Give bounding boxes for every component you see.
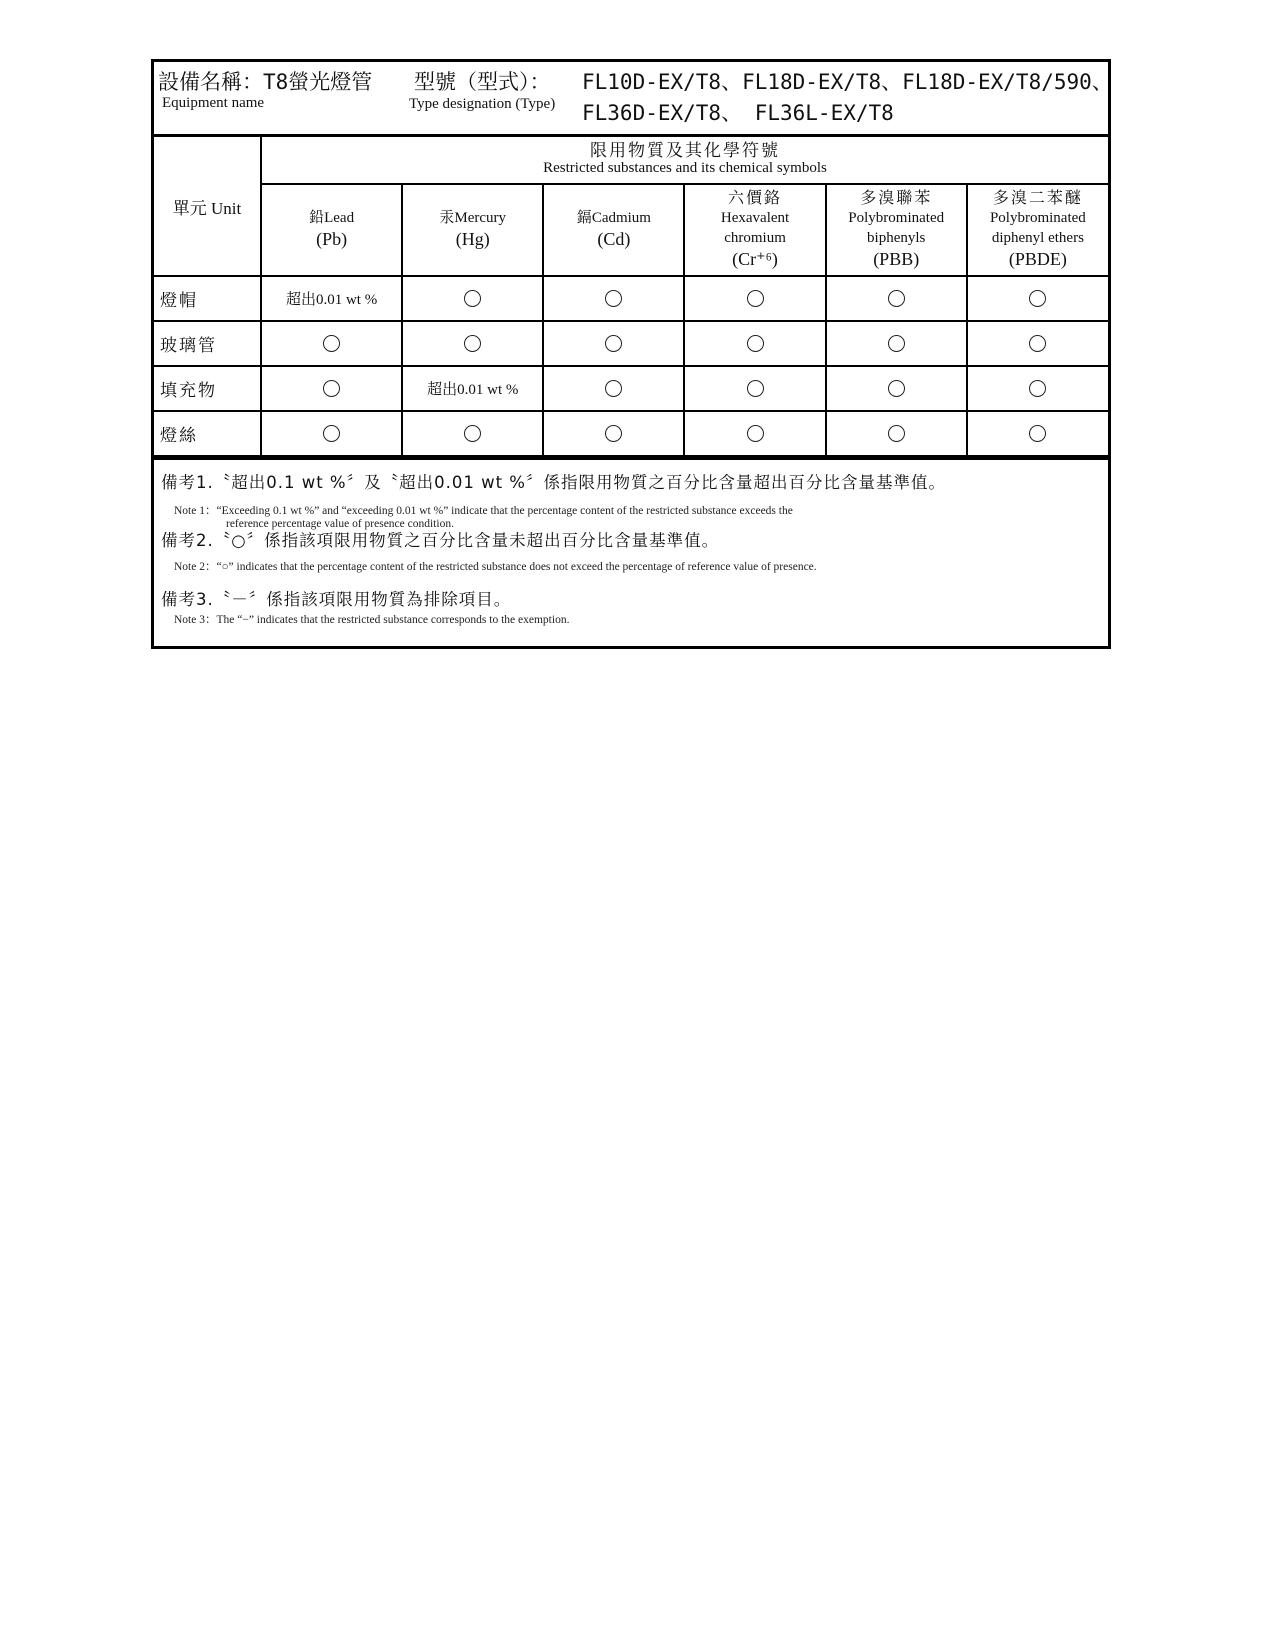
not-exceeded-cell <box>543 276 684 321</box>
exceeded-value: 超出0.01 wt % <box>427 382 519 398</box>
not-exceeded-cell <box>684 366 825 411</box>
hexavalent-chromium-zh: 六價鉻 <box>728 188 783 208</box>
type-designation-zh: 型號（型式）： <box>414 70 551 94</box>
circle-mark-icon <box>605 380 622 397</box>
circle-mark-icon <box>464 335 481 352</box>
lead-symbol: (Pb) <box>316 229 348 250</box>
hexavalent-chromium-symbol: (Cr⁺⁶) <box>732 249 778 270</box>
not-exceeded-cell <box>967 366 1108 411</box>
not-exceeded-cell <box>967 411 1108 456</box>
pbde-symbol: (PBDE) <box>1008 249 1067 270</box>
model-list-line2: FL36D-EX/T8、 FL36L-EX/T8 <box>582 101 894 125</box>
not-exceeded-cell <box>402 321 543 366</box>
table-row <box>154 276 1108 321</box>
table-row <box>154 366 1108 411</box>
circle-mark-icon <box>605 335 622 352</box>
column-header-mercury <box>402 184 543 276</box>
column-header-pbde <box>967 184 1108 276</box>
restricted-substances-table <box>154 137 1108 457</box>
restricted-substances-header <box>261 137 1108 184</box>
circle-mark-icon <box>464 290 481 307</box>
note1-en-line2: reference percentage value of presence condition. <box>226 518 454 530</box>
circle-mark-icon <box>888 290 905 307</box>
row-label: 燈帽 <box>154 276 261 321</box>
column-header-hexavalent-chromium <box>684 184 825 276</box>
equipment-name-zh: 設備名稱：T8螢光燈管 <box>158 70 373 94</box>
cadmium-symbol: (Cd) <box>597 229 631 250</box>
not-exceeded-cell <box>261 411 402 456</box>
note3-en: Note 3：The “−” indicates that the restricted substance corresponds to the exemption. <box>174 614 570 626</box>
exceeded-value: 超出0.01 wt % <box>285 292 378 308</box>
circle-mark-icon <box>605 425 622 442</box>
hexavalent-chromium-en-line2: chromium <box>724 229 786 246</box>
circle-mark-icon <box>323 425 340 442</box>
exceeded-cell <box>261 276 402 321</box>
circle-mark-icon <box>605 290 622 307</box>
circle-mark-icon <box>888 335 905 352</box>
table-body <box>154 276 1108 456</box>
not-exceeded-cell <box>543 366 684 411</box>
pbb-zh: 多溴聯苯 <box>860 188 933 208</box>
note1-zh: 備考1.〝超出0.1 wt %〞及〝超出0.01 wt %〞係指限用物質之百分比含量超出百分比含量基準值。 <box>161 473 946 492</box>
model-list-line1: FL10D-EX/T8、FL18D-EX/T8、FL18D-EX/T8/590、 <box>582 70 1113 94</box>
circle-mark-icon <box>888 380 905 397</box>
note2-en: Note 2：“○” indicates that the percentage content of the restricted substance does not exceed the percentage of reference value of presence. <box>174 561 817 573</box>
row-label: 燈絲 <box>154 411 261 456</box>
not-exceeded-cell <box>261 321 402 366</box>
type-designation-en: Type designation (Type) <box>409 96 556 112</box>
not-exceeded-cell <box>684 411 825 456</box>
cadmium-zh: 鎘 <box>576 209 592 226</box>
pbde-en-line1: Polybrominated <box>989 210 1086 227</box>
circle-mark-icon <box>1029 335 1046 352</box>
circle-mark-icon <box>888 425 905 442</box>
hexavalent-chromium-en-line1: Hexavalent <box>720 210 790 227</box>
declaration-header <box>154 62 1113 137</box>
not-exceeded-cell <box>967 321 1108 366</box>
circle-mark-icon <box>1029 425 1046 442</box>
circle-mark-icon <box>747 335 764 352</box>
column-header-cadmium <box>543 184 684 276</box>
not-exceeded-cell <box>402 276 543 321</box>
circle-mark-icon <box>747 380 764 397</box>
row-label: 玻璃管 <box>154 321 261 366</box>
note1-en-line1: Note 1：“Exceeding 0.1 wt %” and “exceeding 0.01 wt %” indicate that the percentage content of the restricted substance exceeds the <box>174 505 793 517</box>
restricted-substances-header-zh: 限用物質及其化學符號 <box>590 141 780 162</box>
circle-mark-icon <box>1029 290 1046 307</box>
rohs-declaration-sheet <box>151 59 1111 649</box>
note2-zh: 備考2.〝○〞係指該項限用物質之百分比含量未超出百分比含量基準值。 <box>161 531 720 550</box>
circle-mark-icon <box>464 425 481 442</box>
unit-column-header: 單元 Unit <box>154 137 261 276</box>
not-exceeded-cell <box>967 276 1108 321</box>
not-exceeded-cell <box>826 366 967 411</box>
table-row <box>154 321 1108 366</box>
lead-zh: 鉛 <box>309 209 325 226</box>
table-row <box>154 411 1108 456</box>
note3-zh: 備考3.〝－〞係指該項限用物質為排除項目。 <box>161 590 512 609</box>
not-exceeded-cell <box>543 411 684 456</box>
mercury-zh: 汞 <box>439 209 455 226</box>
pbb-symbol: (PBB) <box>873 249 920 270</box>
not-exceeded-cell <box>826 321 967 366</box>
not-exceeded-cell <box>826 411 967 456</box>
equipment-name-en: Equipment name <box>162 95 265 111</box>
pbb-en-line2: biphenyls <box>867 229 926 246</box>
circle-mark-icon <box>747 425 764 442</box>
notes-section <box>154 457 1108 646</box>
pbde-en-line2: diphenyl ethers <box>991 229 1084 246</box>
not-exceeded-cell <box>543 321 684 366</box>
mercury-en: Mercury <box>454 209 507 226</box>
pbb-en-line1: Polybrominated <box>848 210 945 227</box>
row-label: 填充物 <box>154 366 261 411</box>
lead-en: Lead <box>324 209 355 226</box>
circle-mark-icon <box>1029 380 1046 397</box>
column-header-pbb <box>826 184 967 276</box>
pbde-zh: 多溴二苯醚 <box>992 188 1083 208</box>
cadmium-en: Cadmium <box>591 209 651 226</box>
column-header-lead <box>261 184 402 276</box>
mercury-symbol: (Hg) <box>455 229 490 250</box>
not-exceeded-cell <box>684 321 825 366</box>
not-exceeded-cell <box>826 276 967 321</box>
not-exceeded-cell <box>402 411 543 456</box>
restricted-substances-header-en: Restricted substances and its chemical symbols <box>543 160 827 177</box>
circle-mark-icon <box>747 290 764 307</box>
not-exceeded-cell <box>684 276 825 321</box>
not-exceeded-cell <box>261 366 402 411</box>
circle-mark-icon <box>323 380 340 397</box>
circle-mark-icon <box>323 335 340 352</box>
exceeded-cell <box>402 366 543 411</box>
